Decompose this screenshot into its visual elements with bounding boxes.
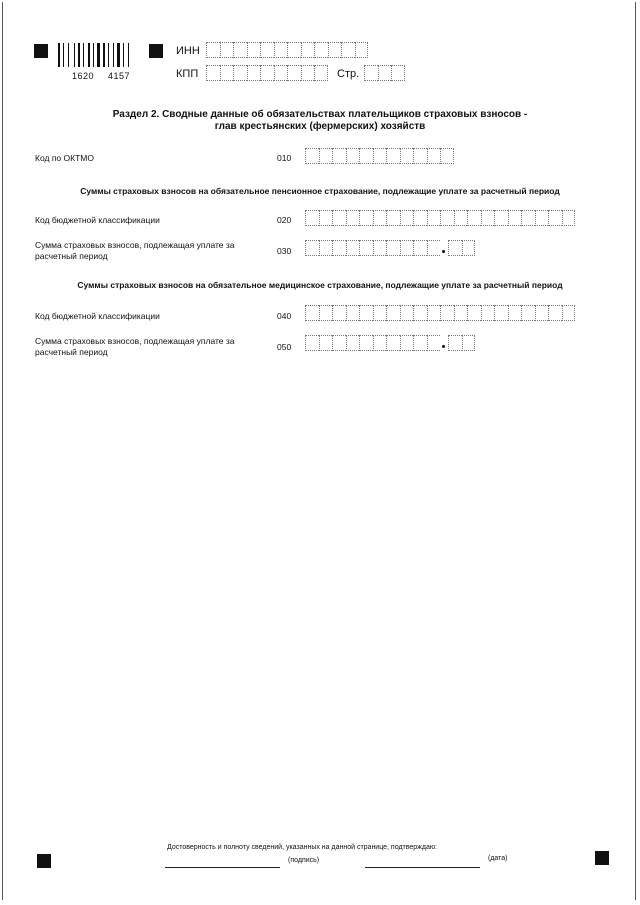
- page-number-field[interactable]: [364, 65, 405, 81]
- date-line[interactable]: [365, 867, 480, 868]
- page-number-label: Стр.: [337, 68, 360, 80]
- corner-marker-top-left: [34, 44, 48, 58]
- oktmo-field[interactable]: [305, 148, 454, 164]
- decimal-point: [440, 335, 448, 351]
- pension-heading: Суммы страховых взносов на обязательное пенсионное страхование, подлежащие уплате за расчетный период: [80, 186, 560, 196]
- kpp-label: КПП: [176, 68, 199, 80]
- barcode: [58, 43, 136, 67]
- inn-field[interactable]: [206, 42, 368, 58]
- oktmo-label: Код по ОКТМО: [35, 153, 94, 163]
- pension-sum-field[interactable]: [305, 240, 475, 256]
- medical-sum-label-line2: расчетный период: [35, 347, 108, 357]
- pension-sum-label-line2: расчетный период: [35, 251, 108, 261]
- page-border: [2, 2, 636, 900]
- date-caption: (дата): [488, 855, 508, 862]
- medical-sum-code: 050: [277, 342, 292, 352]
- corner-marker-bottom-left: [37, 854, 51, 868]
- signature-caption: (подпись): [288, 857, 320, 864]
- corner-marker-bottom-right: [595, 851, 609, 865]
- medical-sum-field[interactable]: [305, 335, 475, 351]
- pension-sum-code: 030: [277, 246, 292, 256]
- medical-sum-label-line1: Сумма страховых взносов, подлежащая уплате за: [35, 336, 235, 346]
- section-title: [60, 109, 580, 133]
- pension-sum-label: [35, 240, 235, 262]
- medical-kbk-label: Код бюджетной классификации: [35, 311, 160, 321]
- pension-kbk-field[interactable]: [305, 210, 575, 226]
- oktmo-code: 010: [277, 153, 292, 163]
- medical-heading: Суммы страховых взносов на обязательное медицинское страхование, подлежащие уплате за расчетный период: [77, 280, 563, 290]
- barcode-number-left: 1620: [72, 71, 95, 81]
- medical-sum-label: [35, 336, 235, 358]
- signature-line[interactable]: [165, 867, 280, 868]
- confirm-text: Достоверность и полноту сведений, указанных на данной странице, подтверждаю:: [167, 844, 438, 851]
- pension-kbk-code: 020: [277, 215, 292, 225]
- medical-kbk-field[interactable]: [305, 305, 575, 321]
- section-title-line1: Раздел 2. Сводные данные об обязательствах плательщиков страховых взносов -: [112, 109, 528, 120]
- barcode-number-right: 4157: [108, 71, 131, 81]
- decimal-point: [440, 240, 448, 256]
- medical-kbk-code: 040: [277, 311, 292, 321]
- corner-marker-top-right: [149, 44, 163, 58]
- kpp-field[interactable]: [206, 65, 328, 81]
- pension-kbk-label: Код бюджетной классификации: [35, 215, 160, 225]
- section-title-line2: глав крестьянских (фермерских) хозяйств: [214, 121, 426, 132]
- pension-sum-label-line1: Сумма страховых взносов, подлежащая уплате за: [35, 240, 235, 250]
- inn-label: ИНН: [176, 45, 200, 57]
